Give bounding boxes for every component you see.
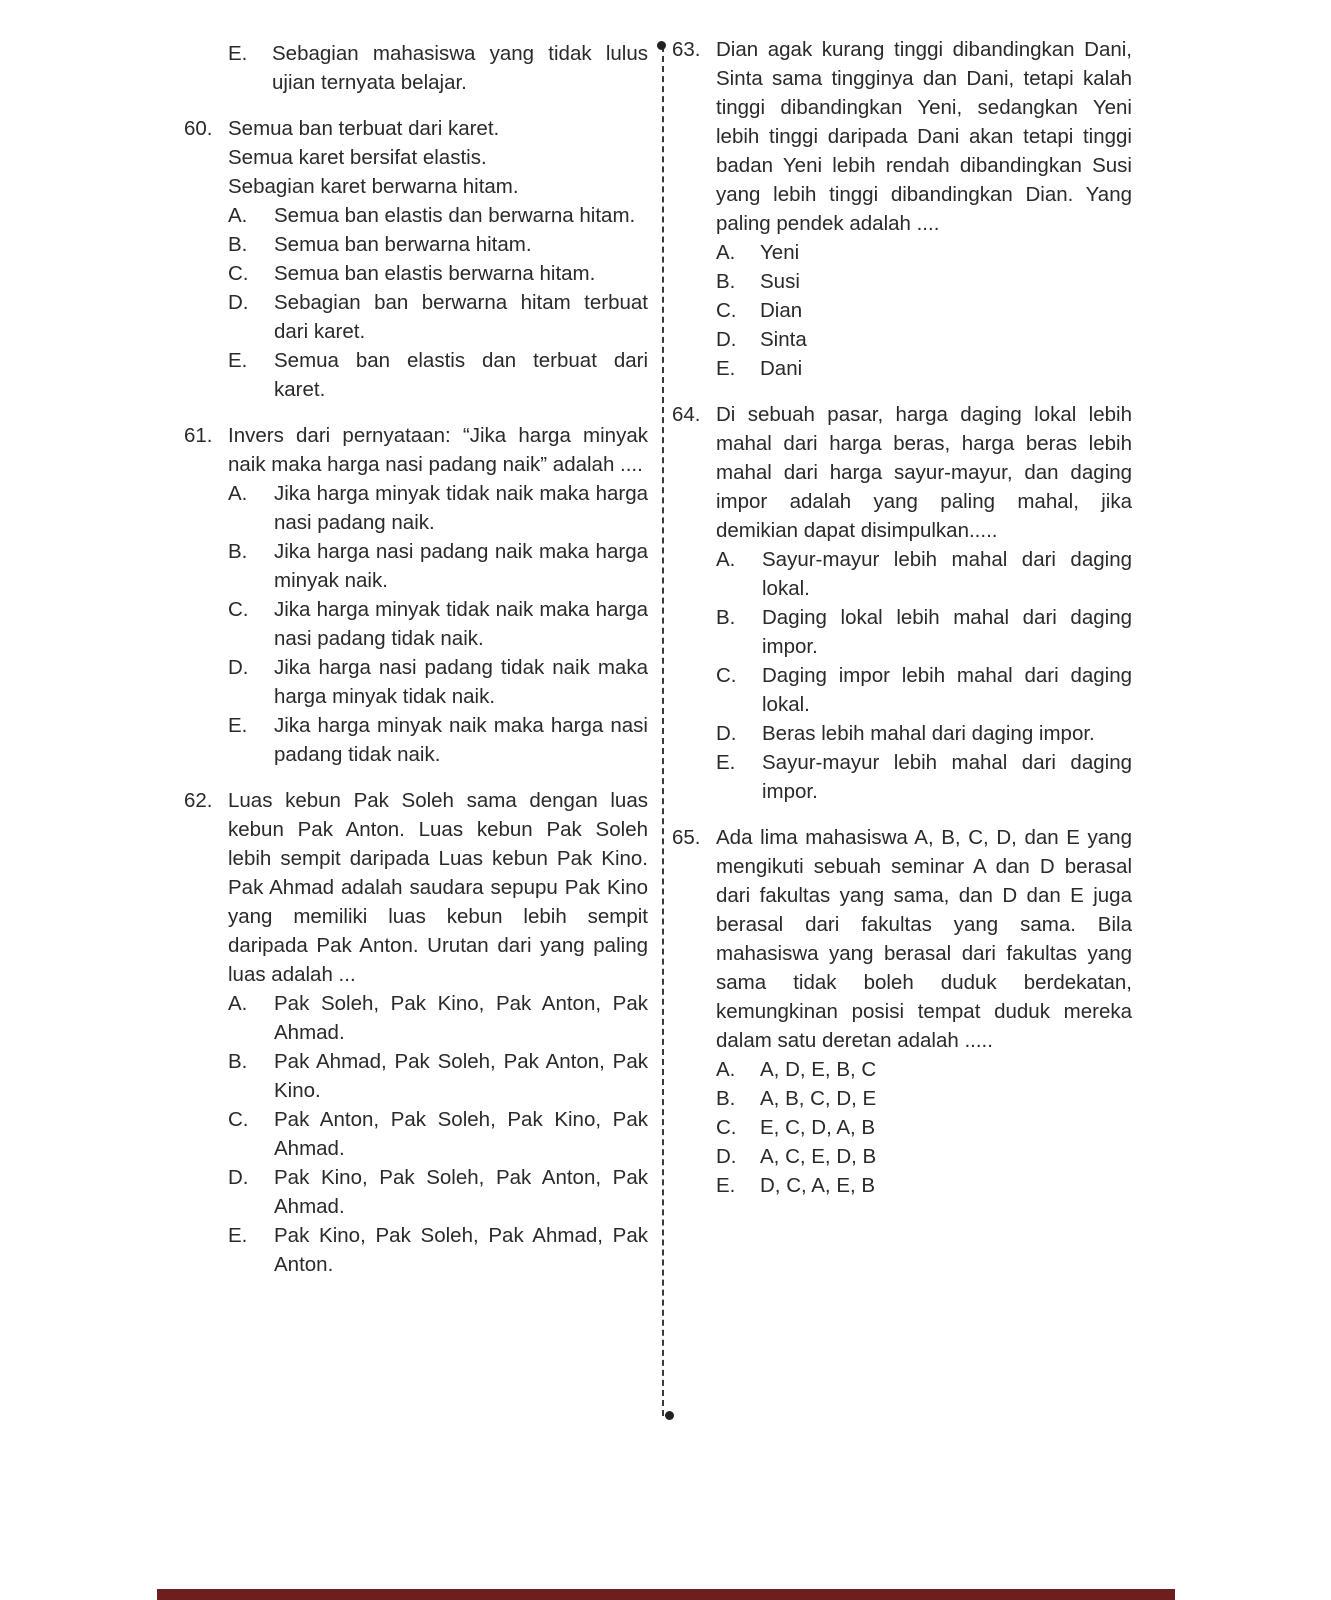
option-letter: E.	[228, 714, 248, 737]
option-text: Beras lebih mahal dari daging impor.	[762, 722, 1095, 745]
question-stem: Ada lima mahasiswa A, B, C, D, dan E yang mengikuti sebuah seminar A dan D berasal dari fakultas yang sama, dan D dan E juga berasal dari fakultas yang sama. Bila mahasiswa yang berasal dari fakultas yang sama tidak boleh duduk berdekatan, kemungkinan posisi tempat duduk mereka dalam satu deretan adalah .....	[716, 826, 1132, 1052]
option-e[interactable]	[228, 39, 648, 97]
option-letter: E.	[716, 1174, 736, 1197]
stem-line: Semua karet bersifat elastis.	[228, 146, 487, 169]
option-letter: D.	[716, 722, 737, 745]
option-text: Jika harga nasi padang naik maka harga minyak naik.	[274, 540, 648, 592]
stem-line: Sebagian karet berwarna hitam.	[228, 175, 519, 198]
option-e[interactable]	[184, 346, 648, 404]
options-list	[184, 989, 648, 1279]
option-letter: E.	[716, 357, 736, 380]
option-text: E, C, D, A, B	[760, 1116, 876, 1139]
question-65	[672, 823, 1132, 1200]
options-list	[672, 238, 1132, 383]
option-letter: C.	[228, 262, 249, 285]
option-letter: A.	[716, 548, 736, 571]
question-64	[672, 400, 1132, 806]
divider-bottom-dot	[665, 1411, 674, 1420]
option-c[interactable]	[184, 595, 648, 653]
option-text: Semua ban elastis berwarna hitam.	[274, 262, 596, 285]
option-letter: E.	[228, 42, 248, 65]
option-e[interactable]	[716, 354, 1132, 383]
option-letter: E.	[716, 751, 736, 774]
option-text: Semua ban elastis dan berwarna hitam.	[274, 204, 636, 227]
option-a[interactable]	[716, 1055, 1132, 1084]
option-letter: A.	[228, 204, 248, 227]
option-letter: A.	[716, 241, 736, 264]
question-number: 65.	[672, 826, 701, 849]
question-number: 60.	[184, 117, 213, 140]
option-text: Pak Anton, Pak Soleh, Pak Kino, Pak Ahmad.	[274, 1108, 648, 1160]
option-letter: B.	[716, 1087, 736, 1110]
option-a[interactable]	[184, 201, 648, 230]
option-text: Pak Kino, Pak Soleh, Pak Anton, Pak Ahmad.	[274, 1166, 648, 1218]
option-b[interactable]	[672, 603, 1132, 661]
option-e[interactable]	[184, 711, 648, 769]
option-text: Yeni	[760, 241, 800, 264]
option-text: A, C, E, D, B	[760, 1145, 877, 1168]
option-text: Jika harga minyak tidak naik maka harga nasi padang tidak naik.	[274, 598, 648, 650]
option-text: Semua ban elastis dan terbuat dari karet.	[274, 349, 648, 401]
left-column	[184, 39, 648, 1279]
option-text: Pak Soleh, Pak Kino, Pak Anton, Pak Ahmad.	[274, 992, 648, 1044]
option-b[interactable]	[716, 1084, 1132, 1113]
options-list	[672, 1055, 1132, 1200]
question-number: 62.	[184, 789, 213, 812]
option-letter: C.	[716, 299, 737, 322]
options-list	[184, 201, 648, 404]
option-text: Daging lokal lebih mahal dari daging impor.	[762, 606, 1132, 658]
option-letter: B.	[228, 233, 248, 256]
question-61	[184, 421, 648, 769]
option-b[interactable]	[184, 1047, 648, 1105]
option-text: Sebagian mahasiswa yang tidak lulus ujian ternyata belajar.	[272, 42, 648, 94]
option-d[interactable]	[184, 288, 648, 346]
option-text: Pak Kino, Pak Soleh, Pak Ahmad, Pak Anton.	[274, 1224, 648, 1276]
option-letter: D.	[228, 656, 249, 679]
option-text: Pak Ahmad, Pak Soleh, Pak Anton, Pak Kino.	[274, 1050, 648, 1102]
option-text: D, C, A, E, B	[760, 1174, 876, 1197]
option-d[interactable]	[716, 1142, 1132, 1171]
option-d[interactable]	[672, 719, 1132, 748]
option-text: Dian	[760, 299, 803, 322]
option-text: Sayur-mayur lebih mahal dari daging impor.	[762, 751, 1132, 803]
option-letter: C.	[228, 1108, 249, 1131]
option-text: Daging impor lebih mahal dari daging lokal.	[762, 664, 1132, 716]
stem-line: Semua ban terbuat dari karet.	[228, 117, 500, 140]
option-c[interactable]	[672, 661, 1132, 719]
option-letter: C.	[716, 1116, 737, 1139]
option-d[interactable]	[184, 653, 648, 711]
option-text: Sinta	[760, 328, 807, 351]
option-a[interactable]	[672, 545, 1132, 603]
option-text: Jika harga nasi padang tidak naik maka harga minyak tidak naik.	[274, 656, 648, 708]
option-c[interactable]	[184, 259, 648, 288]
option-c[interactable]	[184, 1105, 648, 1163]
option-letter: B.	[228, 540, 248, 563]
question-59-tail	[184, 39, 648, 97]
question-number: 63.	[672, 38, 701, 61]
option-e[interactable]	[716, 1171, 1132, 1200]
option-c[interactable]	[716, 296, 1132, 325]
option-a[interactable]	[716, 238, 1132, 267]
question-63	[672, 35, 1132, 383]
option-b[interactable]	[184, 537, 648, 595]
option-text: Jika harga minyak naik maka harga nasi padang tidak naik.	[274, 714, 648, 766]
question-number: 61.	[184, 424, 213, 447]
option-letter: A.	[228, 992, 248, 1015]
option-letter: B.	[716, 270, 736, 293]
option-letter: D.	[716, 1145, 737, 1168]
question-60	[184, 114, 648, 404]
option-text: Jika harga minyak tidak naik maka harga nasi padang naik.	[274, 482, 648, 534]
question-stem	[184, 114, 648, 201]
option-b[interactable]	[184, 230, 648, 259]
option-text: A, D, E, B, C	[760, 1058, 877, 1081]
option-letter: B.	[228, 1050, 248, 1073]
question-62	[184, 786, 648, 1279]
question-number: 64.	[672, 403, 701, 426]
option-text: A, B, C, D, E	[760, 1087, 877, 1110]
options-list	[184, 479, 648, 769]
right-column	[672, 35, 1132, 1200]
option-letter: E.	[228, 349, 248, 372]
footer-bar	[157, 1589, 1175, 1600]
option-letter: E.	[228, 1224, 248, 1247]
option-text: Susi	[760, 270, 800, 293]
option-c[interactable]	[716, 1113, 1132, 1142]
option-letter: D.	[228, 1166, 249, 1189]
option-letter: C.	[228, 598, 249, 621]
option-e[interactable]	[184, 1221, 648, 1279]
options-list	[672, 545, 1132, 806]
option-letter: A.	[716, 1058, 736, 1081]
option-a[interactable]	[184, 479, 648, 537]
option-letter: D.	[716, 328, 737, 351]
option-b[interactable]	[716, 267, 1132, 296]
option-e[interactable]	[672, 748, 1132, 806]
option-letter: A.	[228, 482, 248, 505]
option-letter: D.	[228, 291, 249, 314]
option-a[interactable]	[184, 989, 648, 1047]
question-stem: Dian agak kurang tinggi dibandingkan Dani, Sinta sama tingginya dan Dani, tetapi kalah tinggi dibandingkan Yeni, sedangkan Yeni lebih tinggi daripada Dani akan tetapi tinggi badan Yeni lebih rendah dibandingkan Susi yang lebih tinggi dibandingkan Dian. Yang paling pendek adalah ....	[716, 38, 1132, 235]
option-text: Sebagian ban berwarna hitam terbuat dari karet.	[274, 291, 648, 343]
option-d[interactable]	[184, 1163, 648, 1221]
question-stem: Invers dari pernyataan: “Jika harga minyak naik maka harga nasi padang naik” adalah ....	[228, 424, 648, 476]
option-text: Dani	[760, 357, 803, 380]
option-letter: C.	[716, 664, 737, 687]
divider-top-dot	[657, 41, 666, 50]
option-text: Semua ban berwarna hitam.	[274, 233, 532, 256]
option-text: Sayur-mayur lebih mahal dari daging lokal.	[762, 548, 1132, 600]
question-stem: Luas kebun Pak Soleh sama dengan luas kebun Pak Anton. Luas kebun Pak Soleh lebih sempit daripada Luas kebun Pak Kino. Pak Ahmad adalah saudara sepupu Pak Kino yang memiliki luas kebun lebih sempit daripada Pak Anton. Urutan dari yang paling luas adalah ...	[228, 789, 648, 986]
option-d[interactable]	[716, 325, 1132, 354]
question-stem: Di sebuah pasar, harga daging lokal lebih mahal dari harga beras, harga beras lebih mahal dari harga sayur-mayur, dan daging impor adalah yang paling mahal, jika demikian dapat disimpulkan.....	[716, 403, 1132, 542]
column-divider	[662, 46, 664, 1416]
option-letter: B.	[716, 606, 736, 629]
